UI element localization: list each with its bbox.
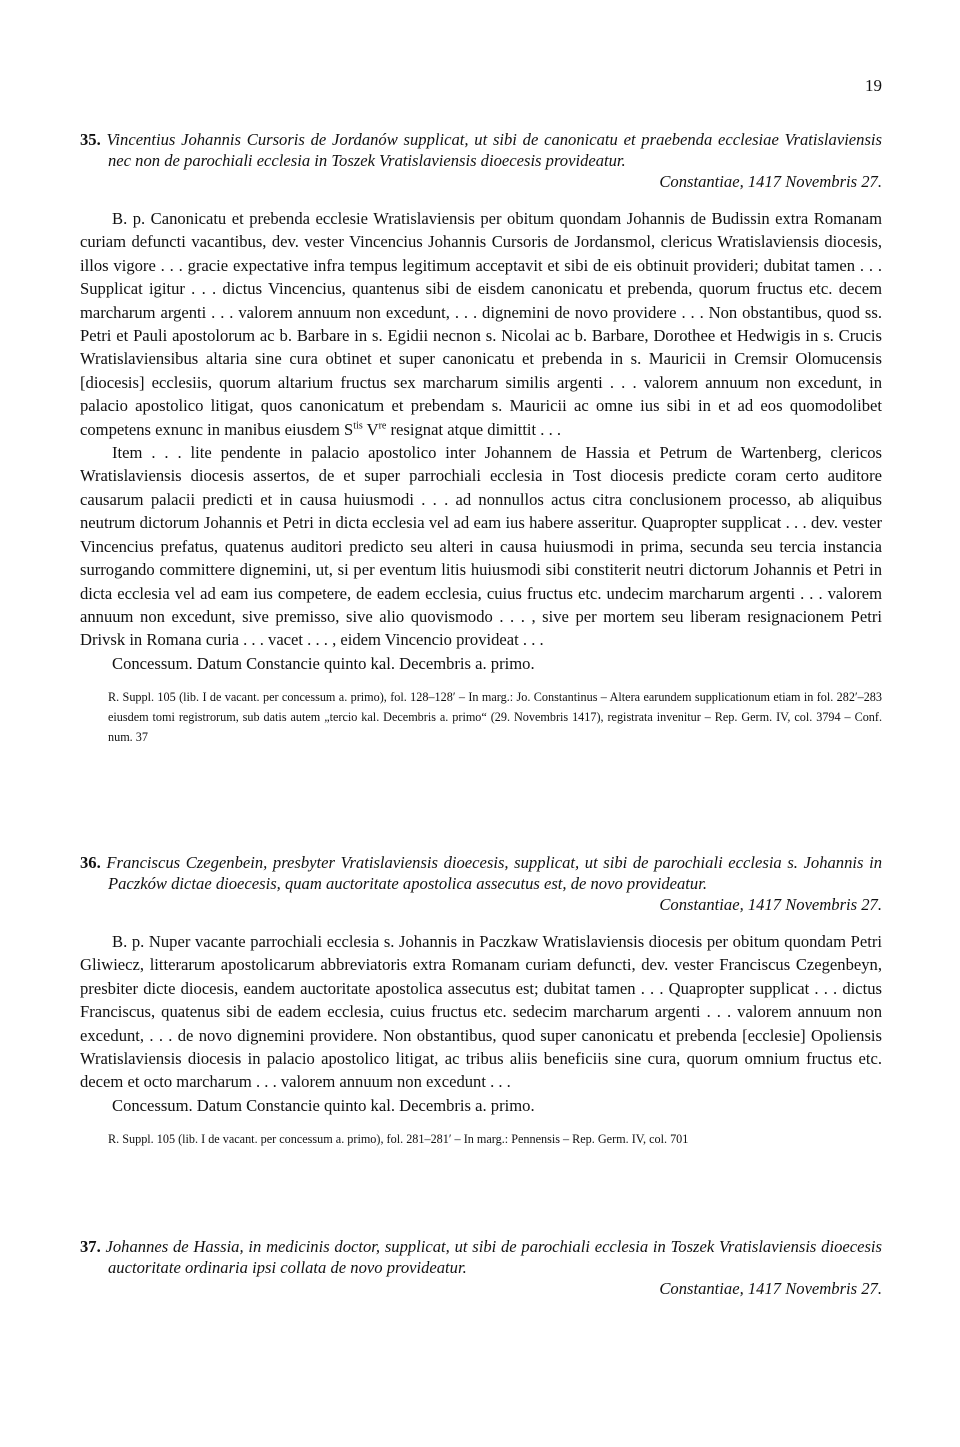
concessum-line: Concessum. Datum Constancie quinto kal. Decembris a. primo. [112,653,535,673]
entry-37 [80,1236,882,1299]
entry-heading [80,1236,882,1278]
entry-date: Constantiae, 1417 Novembris 27. [659,895,882,914]
entry-date: Constantiae, 1417 Novembris 27. [659,172,882,191]
entry-heading [80,852,882,894]
footnote: R. Suppl. 105 (lib. I de vacant. per concessum a. primo), fol. 128–128′ – In marg.: Jo. Constantinus – Altera earundem supplicationum etiam in fol. 282′–283 eiusdem tomi registrorum, sub datis autem „tercio kal. Decembris a. primo“ (29. Novembris 1417), registrata invenitur – Rep. Germ. IV, col. 3794 – Conf. num. 37 [108,690,882,745]
entry-35 [80,129,882,747]
concessum-line: Concessum. Datum Constancie quinto kal. Decembris a. primo. [112,1095,535,1115]
page-number: 19 [865,76,882,95]
entry-heading-text: Vincentius Johannis Cursoris de Jordanów supplicat, ut sibi de canonicatu et praebenda ecclesiae Vratislaviensis nec non de parochiali ecclesia in Toszek Vratislaviensis dioecesis provideatur. [106,130,882,170]
paragraph: B. p. Canonicatu et prebenda ecclesie Wratislaviensis per obitum quondam Johannis de Budissin extra Romanam curiam defuncti vacantibus, dev. vester Vincencius Johannis Cursoris de Jordansmol, clericus Wratislaviensis diocesis, illos vigore . . . gracie expectative infra tempus legitimum acceptavit et sibi de eis obtinuit provideri; dubitat tamen . . . Supplicat igitur . . . dictus Vincencius, quantenus sibi de eisdem canonicatu et prebenda, quorum fructus etc. decem marcharum argenti . . . valorem annuum non excedunt, . . . dignemini de novo providere . . . Non obstantibus, quod ss. Petri et Pauli apostolorum ac b. Barbare in s. Egidii necnon s. Nicolai ac b. Barbare, Dorothee et Hedwigis in s. Crucis Wratislaviensibus altaria sine cura obtinet et super canonicatu et prebenda in s. Mauricii in Cremsir Olomucensis [diocesis] ecclesiis, quorum altarium fructus sex marcharum similis argenti . . . valorem annuum non excedunt, in palacio apostolico litigat, quos canonicatum et prebendam s. Mauricii ac omne ius sibi in et ad eos quomodolibet competens exnunc in manibus eiusdem $S^{tis}$ Vre resignat atque dimittit . . . [80,209,882,439]
paragraph: B. p. Nuper vacante parrochiali ecclesia s. Johannis in Paczkaw Wratislaviensis diocesis per obitum quondam Petri Gliwiecz, litterarum apostolicarum abbreviatoris extra Romanam curiam defuncti, dev. vester Franciscus Czegenbeyn, presbiter dicte diocesis, eandem auctoritate apostolica assecutus est; dubitat tamen . . . Quapropter supplicat . . . dictus Franciscus, quatenus sibi de eadem ecclesia, cuius fructus etc. sedecim marcharum argenti . . . valorem annuum non excedunt, . . . de novo dignemini providere. Non obstantibus, quod super canonicatu et prebenda [ecclesie] Opoliensis Wratislaviensis diocesis in palacio apostolico litigat, ac tribus aliis beneficiis sine cura, quorum omnium fructus etc. decem et octo marcharum . . . valorem annuum non excedunt . . . [80,932,882,1092]
entry-date: Constantiae, 1417 Novembris 27. [659,1279,882,1298]
paragraph: Item . . . lite pendente in palacio apostolico inter Johannem de Hassia et Petrum de Wartenberg, clericos Wratislaviensis diocesis assertos, de et super parrochiali ecclesia in Tost diocesis predicte coram certo auditore causarum palacii predicti et in causa huiusmodi . . . ad nonnullos actus citra conclusionem processo, ab aliquibus neutrum dictorum Johannis et Petri in dicta ecclesia vel ad eam ius habere asseritur. Quapropter supplicat . . . dev. vester Vincencius prefatus, quatenus auditori predicto seu alteri in causa huiusmodi in prima, secunda seu tercia instancia surrogando committere dignemini, ut, si per eventum litis huiusmodi sibi constiterit neutri dictorum Johannis et Petri in dicta ecclesia vel ad eam ius competere, de eadem ecclesia, cuius fructus etc. undecim marcharum argenti . . . valorem annuum non excedunt, sive premisso, sive alio quovismodo . . . , sive per mortem seu liberam resignacionem Petri Drivsk in Romana curia . . . vacet . . . , eidem Vincencio provideat . . . [80,443,882,650]
entry-heading-text: Franciscus Czegenbein, presbyter Vratislaviensis dioecesis, supplicat, ut sibi de parochiali ecclesia s. Johannis in Paczków dictae dioecesis, quam auctoritate apostolica assecutus est, de novo provideatur. [106,853,882,893]
entry-36 [80,852,882,1149]
entry-number: 36. [80,853,101,872]
footnote: R. Suppl. 105 (lib. I de vacant. per concessum a. primo), fol. 281–281′ – In marg.: Pennensis – Rep. Germ. IV, col. 701 [108,1132,689,1147]
entry-heading-text: Johannes de Hassia, in medicinis doctor, supplicat, ut sibi de parochiali ecclesia in Toszek Vratislaviensis dioecesis auctoritate ordinaria ipsi collata de novo provideatur. [105,1237,882,1277]
entry-heading [80,129,882,171]
entry-body [80,207,882,675]
entry-number: 35. [80,130,101,149]
entry-number: 37. [80,1237,101,1256]
entry-body [80,930,882,1117]
